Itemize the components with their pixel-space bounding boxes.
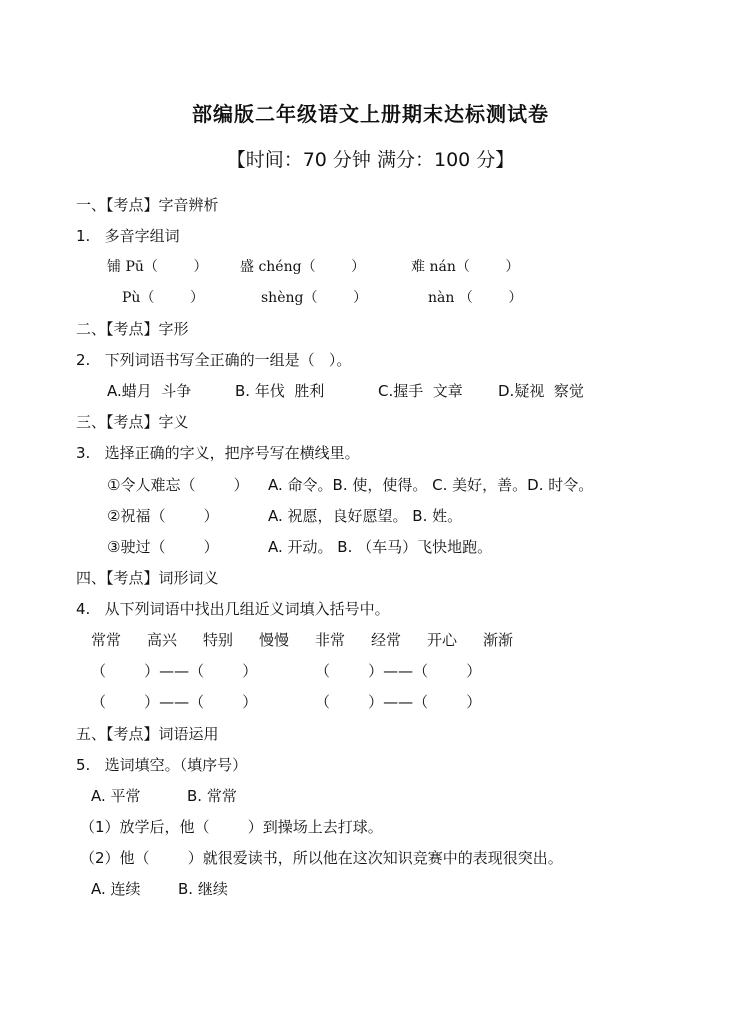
page-title: 部编版二年级语文上册期末达标测试卷 bbox=[192, 102, 549, 126]
word-choice: 非常 bbox=[315, 631, 346, 649]
section-heading: 一、【考点】字音辨析 bbox=[76, 196, 219, 214]
word-choice: 慢慢 bbox=[259, 631, 290, 649]
fill-sentence: （1）放学后，他（ ）到操场上去打球。 bbox=[80, 818, 383, 836]
choice-option: B. 继续 bbox=[178, 880, 228, 898]
question-stem: 2. 下列词语书写全正确的一组是（ ）。 bbox=[76, 351, 352, 369]
synonym-blank: （ ）——（ ） bbox=[315, 662, 482, 680]
word-choice: 渐渐 bbox=[483, 631, 514, 649]
choice-option: B. 常常 bbox=[187, 787, 237, 805]
question-stem: 5. 选词填空。（填序号） bbox=[76, 756, 248, 774]
polyphone-item: shèng（ ） bbox=[261, 290, 368, 306]
word-item: ②祝福（ ） bbox=[107, 507, 219, 525]
polyphone-item: 难 nán（ ） bbox=[411, 259, 520, 275]
synonym-blank: （ ）——（ ） bbox=[315, 693, 482, 711]
choice-option: B. 年伐 胜利 bbox=[235, 382, 325, 400]
choice-option: D.疑视 察觉 bbox=[498, 382, 584, 400]
word-choice: 开心 bbox=[427, 631, 458, 649]
choice-option: A. 连续 bbox=[91, 880, 141, 898]
word-item: ①令人难忘（ ） bbox=[107, 476, 249, 494]
choice-option: A. 平常 bbox=[91, 787, 141, 805]
question-stem: 3. 选择正确的字义，把序号写在横线里。 bbox=[76, 444, 360, 462]
synonym-blank: （ ）——（ ） bbox=[91, 693, 258, 711]
polyphone-item: 盛 chéng（ ） bbox=[240, 259, 366, 275]
word-choice: 常常 bbox=[91, 631, 122, 649]
section-heading: 二、【考点】字形 bbox=[76, 320, 189, 338]
section-heading: 五、【考点】词语运用 bbox=[76, 725, 219, 743]
section-heading: 四、【考点】词形词义 bbox=[76, 569, 219, 587]
synonym-blank: （ ）——（ ） bbox=[91, 662, 258, 680]
word-choice: 特别 bbox=[203, 631, 234, 649]
choice-option: A.蜡月 斗争 bbox=[107, 382, 192, 400]
word-choice: 高兴 bbox=[147, 631, 178, 649]
section-heading: 三、【考点】字义 bbox=[76, 413, 189, 431]
polyphone-item: 铺 Pū（ ） bbox=[107, 259, 208, 275]
polyphone-item: Pù（ ） bbox=[122, 290, 205, 306]
word-choice: 经常 bbox=[371, 631, 402, 649]
word-item: ③驶过（ ） bbox=[107, 538, 219, 556]
meaning-options: A. 开动。 B. （车马）飞快地跑。 bbox=[268, 538, 493, 556]
question-stem: 1. 多音字组词 bbox=[76, 227, 180, 245]
exam-info: 【时间：70 分钟 满分：100 分】 bbox=[226, 149, 515, 171]
meaning-options: A. 祝愿，良好愿望。 B. 姓。 bbox=[268, 507, 463, 525]
meaning-options: A. 命令。B. 使，使得。 C. 美好，善。D. 时令。 bbox=[268, 476, 594, 494]
question-stem: 4. 从下列词语中找出几组近义词填入括号中。 bbox=[76, 600, 390, 618]
fill-sentence: （2）他（ ）就很爱读书，所以他在这次知识竞赛中的表现很突出。 bbox=[80, 849, 563, 867]
polyphone-item: nàn （ ） bbox=[428, 290, 523, 306]
choice-option: C.握手 文章 bbox=[378, 382, 463, 400]
